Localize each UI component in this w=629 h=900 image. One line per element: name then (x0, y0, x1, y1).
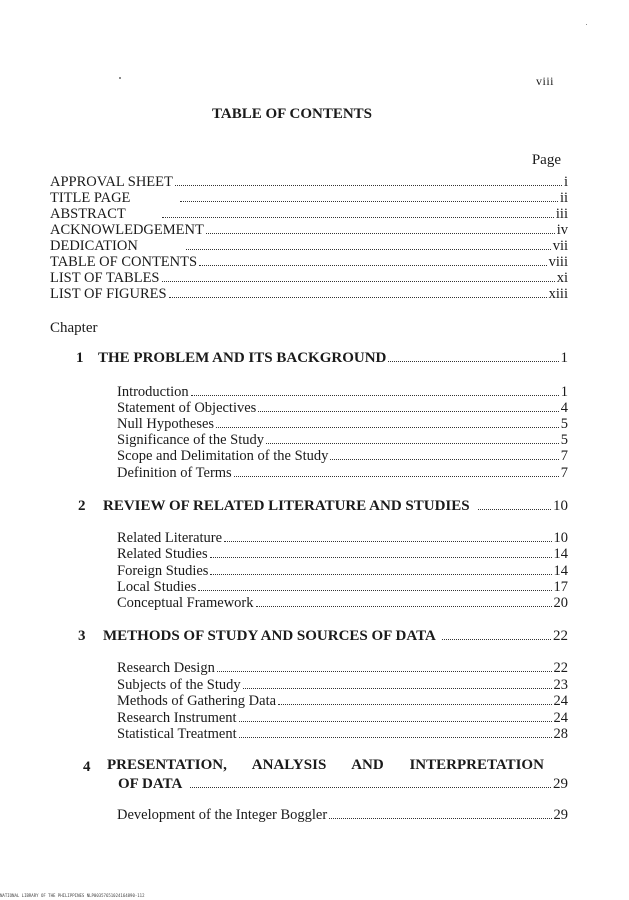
chapter-page: 1 (560, 350, 568, 366)
chapter-label: Chapter (50, 320, 98, 336)
entry-label: ACKNOWLEDGEMENT (50, 222, 204, 238)
toc-section (117, 579, 568, 595)
chapter-3-heading (103, 628, 568, 644)
leader-dots (329, 818, 551, 819)
section-label: Development of the Integer Boggler (117, 807, 328, 823)
section-page: 24 (553, 693, 568, 709)
toc-entry-title-page (50, 190, 568, 206)
chapter-title: THE PROBLEM AND ITS BACKGROUND (98, 350, 387, 366)
leader-dots (388, 361, 558, 362)
toc-entry-list-of-tables (50, 270, 568, 286)
leader-dots (278, 704, 551, 705)
leader-dots (210, 574, 551, 575)
leader-dots (234, 476, 559, 477)
entry-page: viii (548, 254, 568, 270)
entry-label: TABLE OF CONTENTS (50, 254, 198, 270)
leader-dots (191, 395, 559, 396)
section-page: 23 (553, 677, 568, 693)
library-footer-stamp: NATIONAL LIBRARY OF THE PHILIPPINES NLP00357651024164890-112 (0, 893, 145, 898)
leader-dots (478, 509, 551, 510)
section-label: Foreign Studies (117, 563, 209, 579)
chapter-number: 4 (83, 759, 91, 775)
section-label: Definition of Terms (117, 465, 232, 481)
toc-entry-approval-sheet (50, 174, 568, 190)
section-page: 22 (553, 660, 568, 676)
entry-page: xiii (548, 286, 568, 302)
leader-dots (199, 265, 547, 266)
section-label: Significance of the Study (117, 432, 264, 448)
entry-label: ABSTRACT (50, 206, 126, 222)
section-label: Statistical Treatment (117, 726, 237, 742)
toc-section (117, 448, 568, 464)
chapter-number: 2 (78, 498, 86, 514)
leader-dots (239, 721, 552, 722)
section-page: 14 (553, 546, 568, 562)
toc-section (117, 710, 568, 726)
leader-dots (206, 233, 555, 234)
section-label: Null Hypotheses (117, 416, 215, 432)
section-label: Related Literature (117, 530, 223, 546)
entry-label: APPROVAL SHEET (50, 174, 173, 190)
entry-label: DEDICATION (50, 238, 138, 254)
chapter-title-line2: OF DATA (118, 776, 183, 792)
section-label: Research Instrument (117, 710, 237, 726)
entry-page: iii (555, 206, 568, 222)
leader-dots (169, 297, 547, 298)
toc-section (117, 432, 568, 448)
leader-dots (162, 281, 555, 282)
entry-page: iv (556, 222, 568, 238)
entry-label: TITLE PAGE (50, 190, 131, 206)
leader-dots (175, 185, 562, 186)
scan-speck (119, 77, 121, 79)
leader-dots (442, 639, 551, 640)
toc-section (117, 693, 568, 709)
section-page: 7 (560, 448, 568, 464)
section-page: 5 (560, 432, 568, 448)
toc-entry-abstract (50, 206, 568, 222)
section-label: Scope and Delimitation of the Study (117, 448, 329, 464)
leader-dots (210, 557, 552, 558)
section-label: Subjects of the Study (117, 677, 241, 693)
section-page: 7 (560, 465, 568, 481)
leader-dots (190, 787, 551, 788)
entry-page: xi (556, 270, 568, 286)
leader-dots (330, 459, 558, 460)
chapter-1-heading (98, 350, 568, 366)
entry-page: i (563, 174, 568, 190)
section-label: Statement of Objectives (117, 400, 257, 416)
chapter-title: REVIEW OF RELATED LITERATURE AND STUDIES (103, 498, 470, 514)
section-page: 28 (553, 726, 568, 742)
toc-section (117, 384, 568, 400)
chapter-number: 3 (78, 628, 86, 644)
toc-section (117, 400, 568, 416)
section-page: 5 (560, 416, 568, 432)
section-page: 29 (553, 807, 568, 823)
toc-section (117, 660, 568, 676)
section-page: 4 (560, 400, 568, 416)
leader-dots (224, 541, 551, 542)
section-page: 10 (553, 530, 568, 546)
toc-section (117, 465, 568, 481)
section-label: Conceptual Framework (117, 595, 254, 611)
leader-dots (239, 737, 552, 738)
toc-section (117, 677, 568, 693)
section-page: 14 (553, 563, 568, 579)
toc-entry-dedication (50, 238, 568, 254)
leader-dots (266, 443, 559, 444)
chapter-title-line1: PRESENTATION, ANALYSIS AND INTERPRETATION (107, 757, 544, 773)
section-page: 1 (560, 384, 568, 400)
toc-entry-acknowledgement (50, 222, 568, 238)
section-label: Related Studies (117, 546, 208, 562)
toc-section (117, 563, 568, 579)
chapter-page: 29 (553, 776, 568, 792)
leader-dots (243, 688, 552, 689)
section-page: 24 (553, 710, 568, 726)
toc-section (117, 807, 568, 823)
chapter-page: 22 (553, 628, 568, 644)
section-label: Local Studies (117, 579, 197, 595)
entry-label: LIST OF FIGURES (50, 286, 167, 302)
toc-section (117, 546, 568, 562)
section-page: 20 (553, 595, 568, 611)
page-title: TABLE OF CONTENTS (211, 106, 373, 122)
section-label: Research Design (117, 660, 215, 676)
leader-dots (258, 411, 558, 412)
page-column-header: Page (531, 152, 561, 168)
toc-section (117, 530, 568, 546)
toc-section (117, 416, 568, 432)
leader-dots (180, 201, 558, 202)
leader-dots (216, 427, 559, 428)
leader-dots (186, 249, 551, 250)
section-page: 17 (553, 579, 568, 595)
chapter-page: 10 (553, 498, 568, 514)
entry-label: LIST OF TABLES (50, 270, 160, 286)
toc-entry-list-of-figures (50, 286, 568, 302)
page-number: viii (536, 74, 555, 88)
toc-entry-table-of-contents (50, 254, 568, 270)
leader-dots (198, 590, 551, 591)
toc-section (117, 726, 568, 742)
chapter-2-heading (103, 498, 568, 514)
entry-page: vii (552, 238, 568, 254)
chapter-4-heading (118, 776, 568, 792)
entry-page: ii (559, 190, 568, 206)
section-label: Methods of Gathering Data (117, 693, 277, 709)
toc-section (117, 595, 568, 611)
leader-dots (256, 606, 552, 607)
chapter-number: 1 (76, 350, 84, 366)
section-label: Introduction (117, 384, 189, 400)
leader-dots (217, 671, 552, 672)
chapter-title: METHODS OF STUDY AND SOURCES OF DATA (103, 628, 436, 644)
scan-speck (586, 24, 587, 25)
leader-dots (162, 217, 554, 218)
